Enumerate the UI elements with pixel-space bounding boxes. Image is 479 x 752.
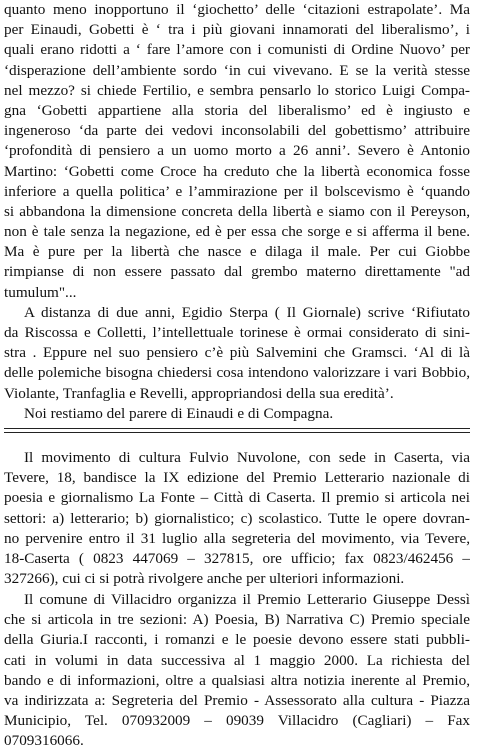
notice-line: va indirizzata a: Segreteria del Premio - Assessorato alla cultura - Piazza: [4, 691, 470, 709]
notice-line: 18-Caserta ( 0823 447069 – 327815, ore ufficio; fax 0823/462456 –: [4, 549, 470, 567]
notice-line: Il comune di Villacidro organizza il Premio Letterario Giuseppe Dessì: [24, 591, 470, 608]
article-line: stra . Eppure nel suo pensiero c’è più Salvemini che Gramsci. ‘Al di là: [4, 344, 470, 362]
article-line: delle polemiche bisogna chiedersi cosa intendono valorizzare i vari Bobbio,: [4, 364, 470, 382]
notice-line: cati in volumi in data successiva al 1 maggio 2000. La richiesta del: [4, 651, 470, 669]
notice-line: della Giuria.I racconti, i romanzi e le poesie devono essere stati pubbli-: [4, 631, 470, 649]
article-line: quali erano ridotti a ‘ fare l’amore con i comunisti di Ordine Nuovo’ per: [4, 41, 470, 59]
article-line: nel mezzo? si chiede Fertilio, e sembra pensarlo lo storico Luigi Compa-: [4, 81, 470, 99]
notice-line: poesia e giornalismo La Fonte – Città di Caserta. Il premio si articola nei: [4, 489, 470, 507]
notice-line: Tevere, 18, bandisce la IX edizione del Premio Letterario nazionale di: [4, 469, 470, 487]
article-line: tumulum"...: [4, 283, 77, 301]
article-text: [4, 0, 470, 424]
article-line: A distanza di due anni, Egidio Sterpa ( Il Giornale) scrive ‘Rifiutato: [24, 303, 470, 321]
article-line: non è tale senza la negazione, ed è per essa che sorge e si afferma il bene.: [4, 223, 470, 241]
article-line: Noi restiamo del parere di Einaudi e di Compagna.: [24, 404, 334, 422]
notice-line: Il movimento di cultura Fulvio Nuvolone, con sede in Caserta, via: [24, 449, 470, 466]
article-line: rimpianse di non essere passato dal grembo materno direttamente "ad: [4, 263, 470, 281]
article-line: quanto meno inopportuno il ‘giochetto’ delle ‘citazioni estrapolate’. Ma: [4, 1, 470, 18]
article-line: ingeneroso ‘da parte dei vedovi inconsolabili del gobettismo’ attribuire: [4, 122, 470, 140]
notice-line: 327266), cui ci si potrà rivolgere anche per ulteriori informazioni.: [4, 570, 405, 588]
article-line: Martino: ‘Gobetti come Croce ha creduto che la libertà economica fosse: [4, 162, 470, 180]
notice-line: che si articola in tre sezioni: A) Poesia, B) Narrativa C) Premio speciale: [4, 611, 470, 629]
article-line: si abbandona la dimensione concreta della libertà e siamo con il Pereyson,: [4, 202, 470, 220]
article-line: ‘profondità di pensiero a un uomo morto a 26 anni’. Severo è Antonio: [4, 142, 470, 160]
notice-premio-dessi: [4, 590, 470, 752]
notice-line: settori: a) letterario; b) giornalistico; c) scolastico. Tutte le opere dovran-: [4, 509, 470, 527]
notice-line: Municipio, Tel. 070932009 – 09039 Villacidro (Cagliari) – Fax: [4, 712, 470, 730]
notice-line: no pervenire entro il 31 luglio alla segreteria del movimento, via Tevere,: [4, 529, 470, 547]
article-line: Violante, Tranfaglia e Revelli, appropriandosi della sua eredità’.: [4, 384, 394, 402]
divider-rule: [4, 432, 470, 433]
article-line: da Riscossa e Colletti, l’intellettuale torinese è ormai considerato di sini-: [4, 324, 470, 341]
article-line: Ma è pure per la libertà che nasce e dilaga il male. Per cui Giobbe: [4, 243, 470, 261]
article-line: per Einaudi, Gobetti è ‘ tra i più giovani innamorati del liberalismo’, i: [4, 21, 470, 39]
article-line: inferiore a quella politica’ e l’ammirazione per il bolscevismo è ‘quando: [4, 182, 470, 200]
notice-line: bando e di informazioni, oltre a qualsiasi altra notizia inerente al Premio,: [4, 671, 470, 689]
article-line: gna ‘Gobetti appartiene alla storia del liberalismo’ ed è ingiusto e: [4, 101, 470, 119]
notice-line: 0709316066.: [4, 732, 84, 750]
notice-premio-la-fonte: [4, 448, 470, 589]
divider-rule: [4, 428, 470, 429]
article-line: ‘disperazione dell’ambiente sordo ‘in cui vivevano. E se la verità stesse: [4, 61, 470, 79]
